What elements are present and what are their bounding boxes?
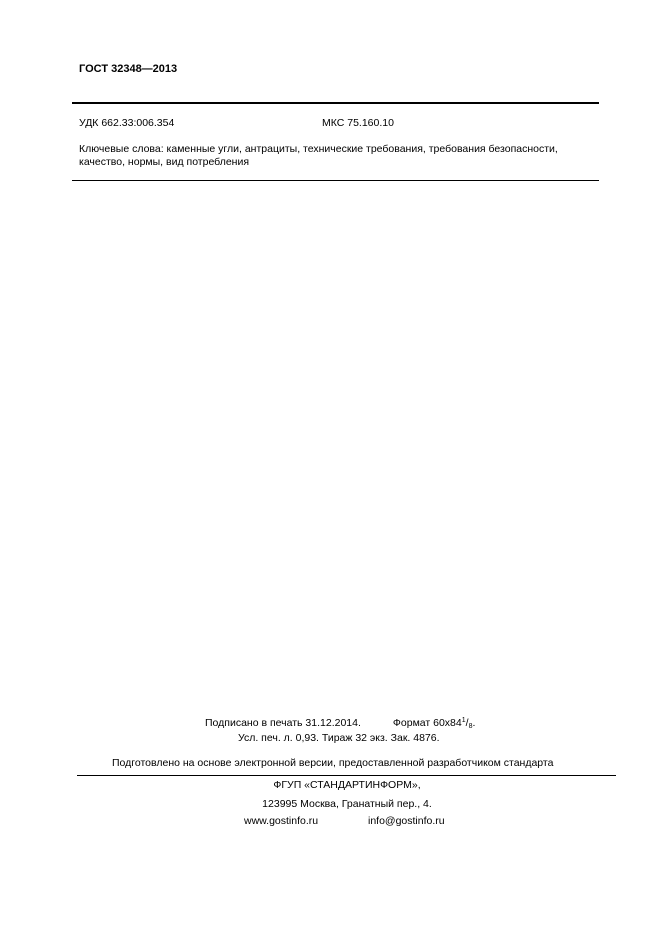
header-divider xyxy=(72,102,599,104)
publisher-website[interactable]: www.gostinfo.ru xyxy=(244,815,319,827)
paper-format: Формат $60x84^1/_8$. xyxy=(392,717,476,730)
prepared-note: Подготовлено на основе электронной версии, предоставленной разработчиком стандарта xyxy=(112,757,554,769)
paper-format-label: Формат 60x84 xyxy=(392,717,462,729)
paper-format-end: . xyxy=(472,717,476,729)
imprint-line-1 xyxy=(205,717,475,730)
publisher-address: 123995 Москва, Гранатный пер., 4. xyxy=(262,798,432,810)
keywords: Ключевые слова: каменные угли, антрациты, технические требования, требования безопасности, качество, нормы, вид потребления xyxy=(79,143,558,168)
udk-code: УДК 662.33:006.354 xyxy=(79,117,175,129)
mks-code: МКС 75.160.10 xyxy=(322,117,394,129)
keywords-divider xyxy=(72,180,599,181)
paper-format-numerator: 1 xyxy=(461,717,466,724)
publisher-email[interactable]: info@gostinfo.ru xyxy=(368,815,445,827)
paper-format-denominator: 8 xyxy=(468,723,473,730)
publisher-name: ФГУП «СТАНДАРТИНФОРМ», xyxy=(273,779,421,791)
document-code: ГОСТ 32348—2013 xyxy=(79,63,178,75)
signed-date: Подписано в печать 31.12.2014. xyxy=(205,717,361,729)
imprint-line-2: Усл. печ. л. 0,93. Тираж 32 экз. Зак. 4876. xyxy=(238,732,440,744)
footer-divider xyxy=(77,775,616,776)
